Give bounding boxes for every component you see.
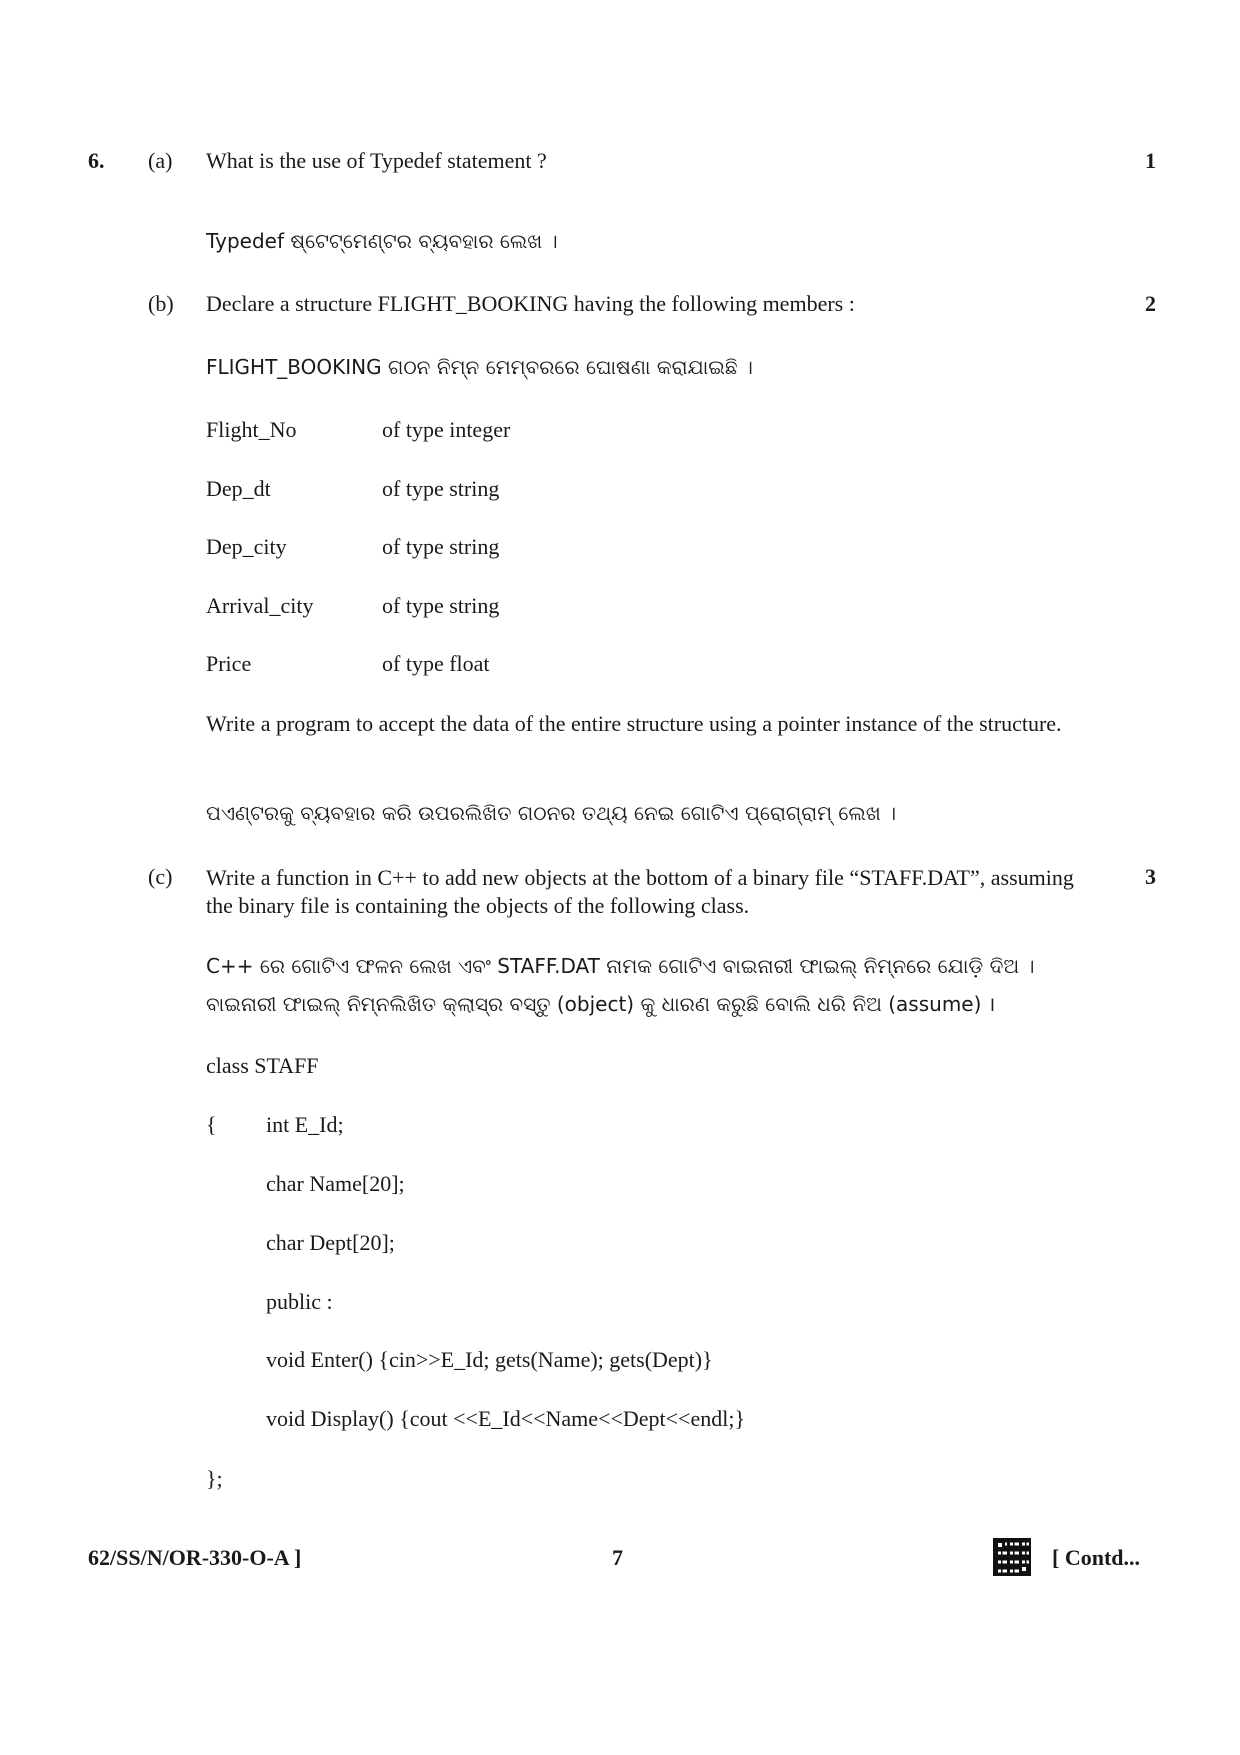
code-line: int E_Id; — [266, 1112, 344, 1137]
member-name: Price — [206, 651, 252, 676]
page-number: 7 — [612, 1545, 623, 1570]
member-type: of type string — [382, 476, 500, 501]
part-b-instruction-odia: ପଏଣ୍ଟରକୁ ବ୍ୟବହାର କରି ଉପରଲିଖିତ ଗଠନର ତଥ୍ୟ ନେଇ ଗୋଟିଏ ପ୍ରୋଗ୍ରାମ୍ ଲେଖ । — [206, 801, 897, 825]
part-b-instruction: Write a program to accept the data of the entire structure using a pointer instance of the structure. — [206, 711, 1062, 736]
continued-label: [ Contd... — [1052, 1545, 1141, 1570]
part-c-question: Write a function in C++ to add new objects at the bottom of a binary file “STAFF.DAT”, assuming the binary file is containing the objects of the following class. — [206, 865, 1074, 918]
part-b-marks: 2 — [1145, 291, 1156, 316]
part-b-label: (b) — [148, 291, 174, 316]
code-line: char Dept[20]; — [266, 1230, 395, 1255]
member-name: Flight_No — [206, 417, 297, 442]
part-c-odia-line1: C++ ରେ ଗୋଟିଏ ଫଳନ ଲେଖ ଏବଂ STAFF.DAT ନାମକ ଗୋଟିଏ ବାଇନାରୀ ଫାଇଲ୍ ନିମ୍ନରେ ଯୋଡ଼ି ଦିଅ । — [206, 954, 1035, 978]
member-name: Arrival_city — [206, 593, 314, 618]
code-line: char Name[20]; — [266, 1171, 405, 1196]
code-line: void Display() {cout <<E_Id<<Name<<Dept<<endl;} — [266, 1406, 746, 1431]
code-open-brace: { — [206, 1112, 217, 1137]
part-c-marks: 3 — [1145, 864, 1156, 889]
member-name: Dep_city — [206, 534, 287, 559]
code-line: void Enter() {cin>>E_Id; gets(Name); gets(Dept)} — [266, 1347, 713, 1372]
member-type: of type float — [382, 651, 490, 676]
part-c-odia-line2: ବାଇନାରୀ ଫାଇଲ୍ ନିମ୍ନଲିଖିତ କ୍ଲାସ୍‌ର ବସ୍ତୁ (object) କୁ ଧାରଣ କରୁଛି ବୋଲି ଧରି ନିଅ (assume) । — [206, 992, 996, 1016]
member-name: Dep_dt — [206, 476, 271, 501]
member-type: of type string — [382, 534, 500, 559]
part-a-odia: Typedef ଷ୍ଟେଟ୍‌ମେଣ୍ଟର ବ୍ୟବହାର ଲେଖ । — [206, 229, 558, 253]
question-number: 6. — [88, 148, 105, 173]
part-b-question: Declare a structure FLIGHT_BOOKING having the following members : — [206, 291, 855, 316]
member-type: of type integer — [382, 417, 511, 442]
code-close: }; — [206, 1466, 223, 1491]
part-a-question: What is the use of Typedef statement ? — [206, 148, 547, 173]
part-a-marks: 1 — [1145, 148, 1156, 173]
code-line: public : — [266, 1289, 333, 1314]
part-c-label: (c) — [148, 864, 173, 889]
qr-code-icon — [993, 1538, 1031, 1576]
part-b-odia: FLIGHT_BOOKING ଗଠନ ନିମ୍ନ ମେମ୍ବରରେ ଘୋଷଣା କରାଯାଇଛି । — [206, 355, 753, 379]
paper-code: 62/SS/N/OR-330-O-A ] — [88, 1545, 302, 1570]
member-type: of type string — [382, 593, 500, 618]
part-a-label: (a) — [148, 148, 173, 173]
code-class-line: class STAFF — [206, 1053, 319, 1078]
